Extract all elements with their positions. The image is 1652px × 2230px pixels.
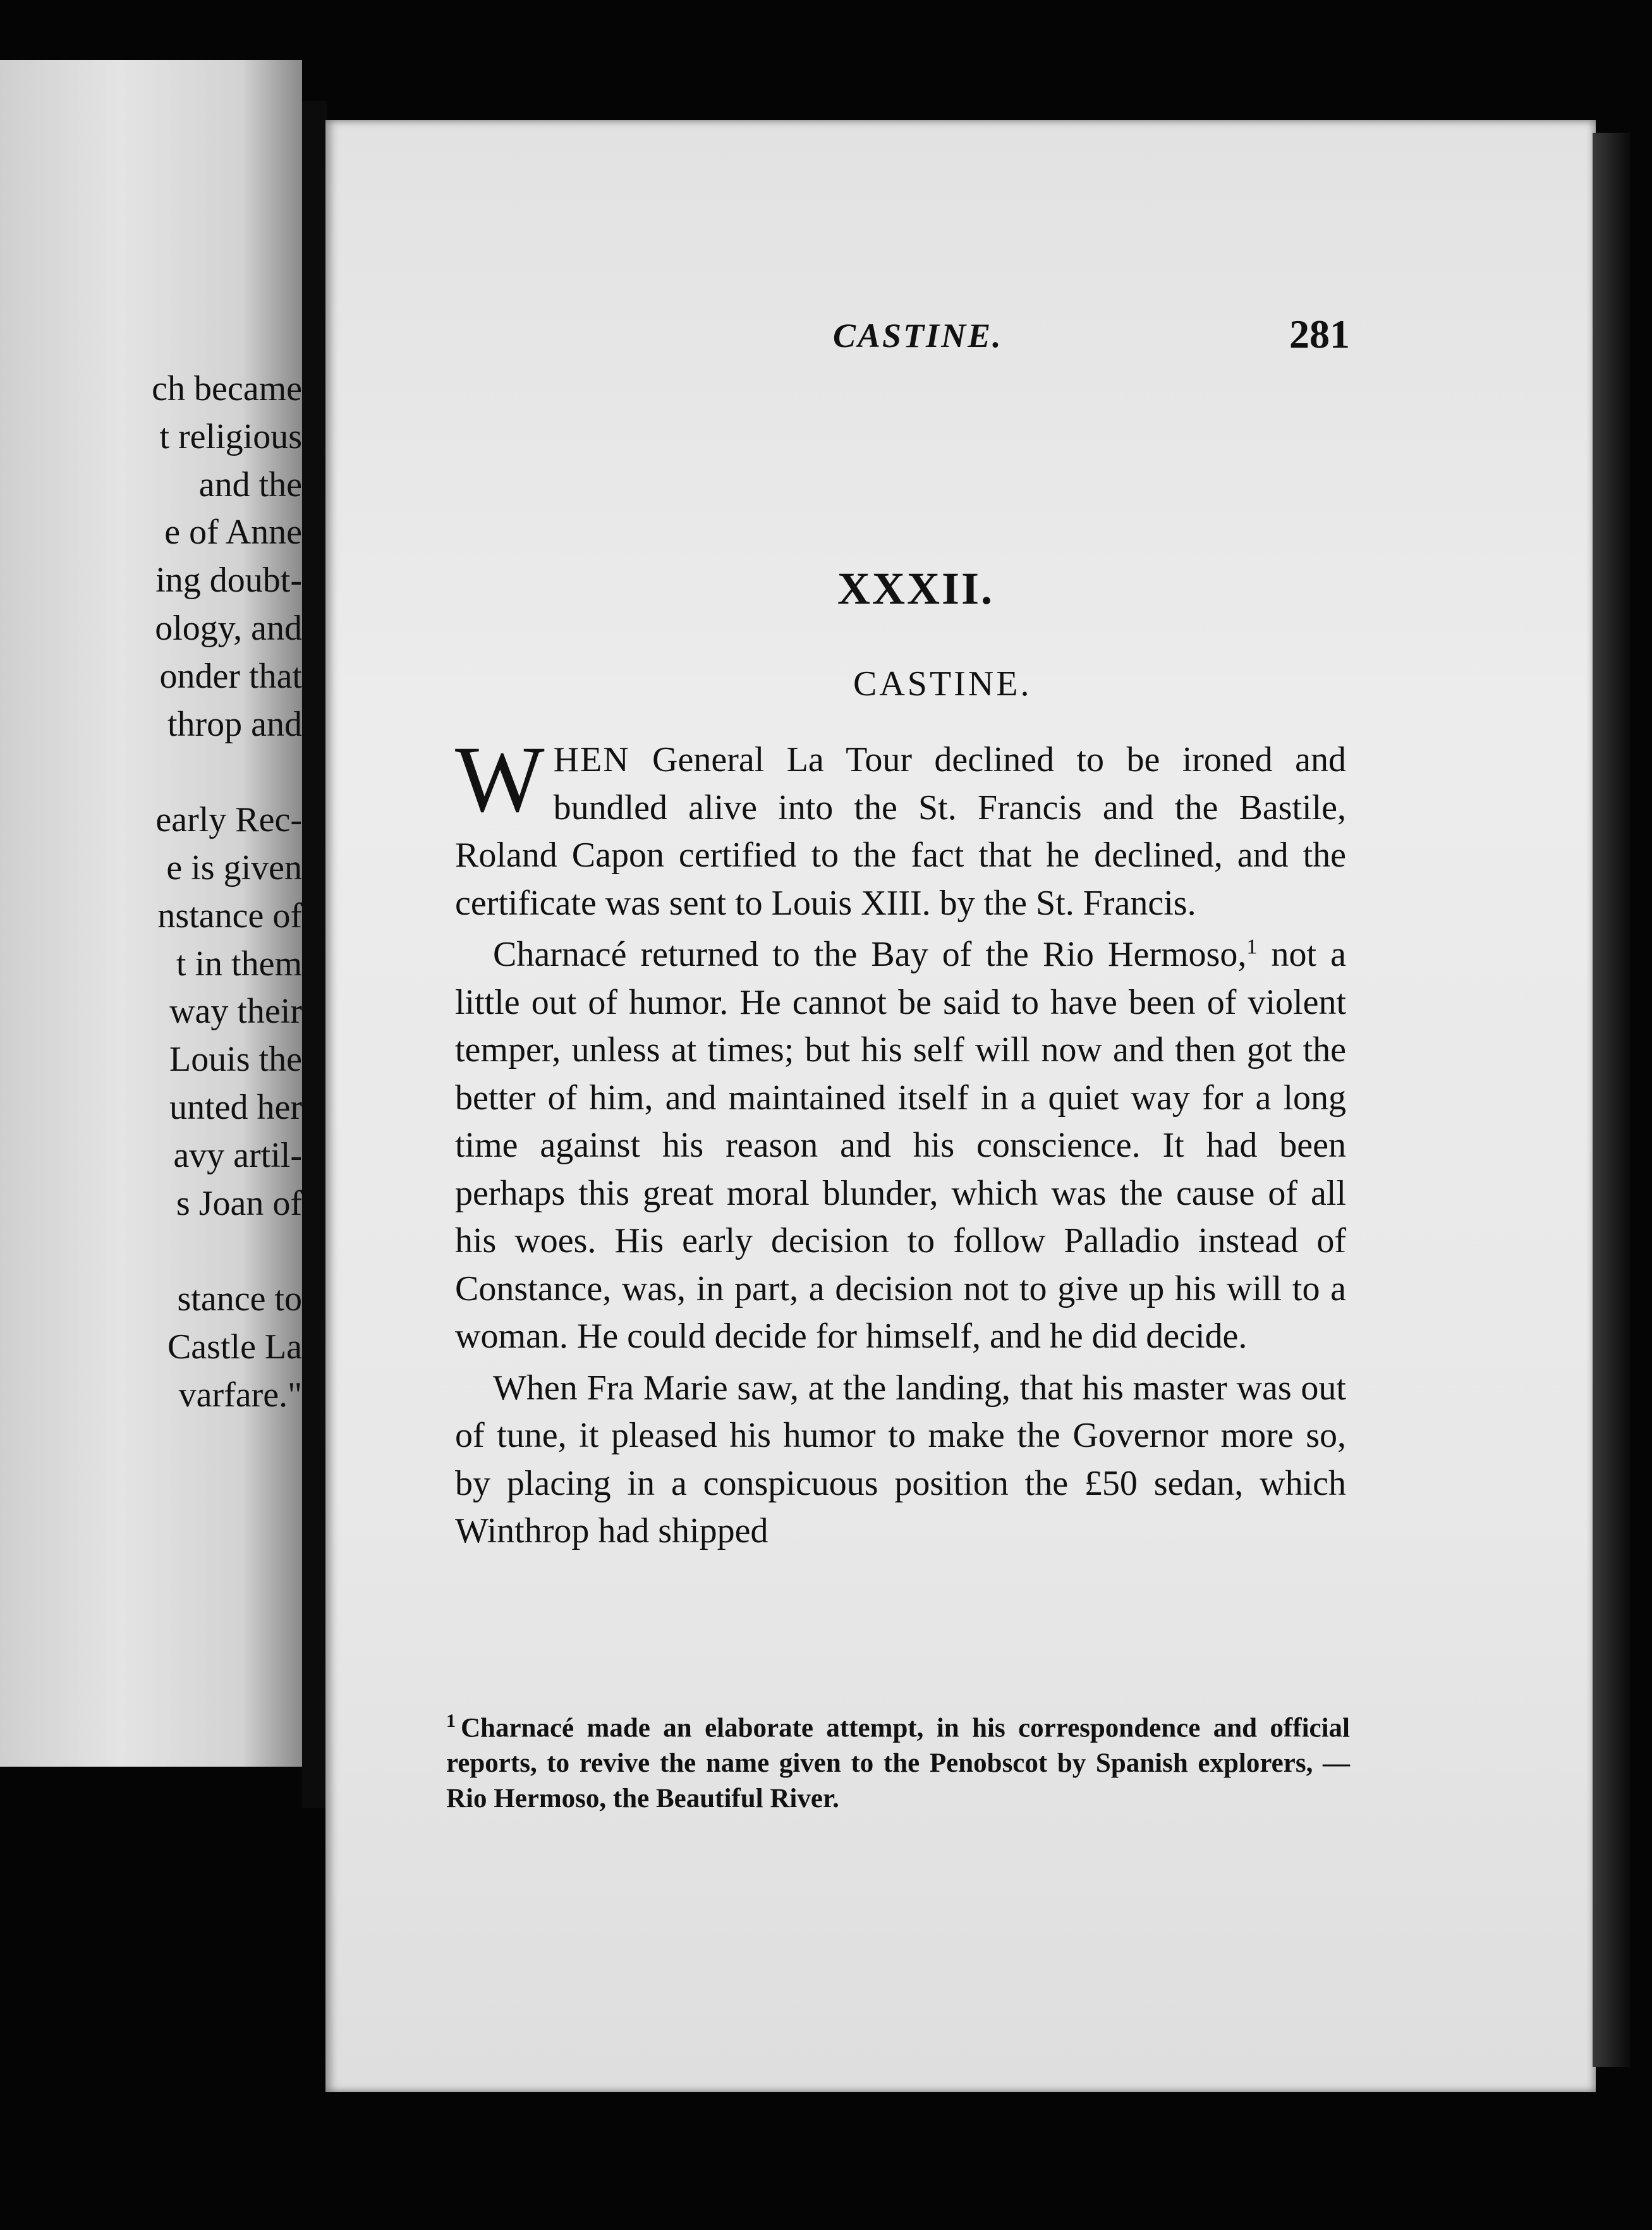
drop-cap: W <box>455 727 545 832</box>
previous-page-line <box>0 896 302 944</box>
previous-page-line <box>0 800 302 848</box>
previous-page-line-text: s Joan of <box>176 1183 302 1223</box>
previous-page-line-text: ch became <box>152 369 302 408</box>
chapter-title: CASTINE. <box>853 664 1032 704</box>
paragraph-3-text: When Fra Marie saw, at the landing, that his master was out of tune, it pleased his humor to make the Governor more so, by placing in a conspicuous position the £50 sedan, which Winthrop had shipped <box>455 1368 1346 1551</box>
previous-page-line <box>0 1375 302 1423</box>
previous-page-line-text: throp and <box>167 704 302 744</box>
previous-page-line <box>0 608 302 656</box>
previous-page-line-text: e of Anne <box>164 513 302 552</box>
previous-page-line <box>0 465 302 513</box>
paragraph-2 <box>455 931 1346 1361</box>
running-head-title: CASTINE. <box>833 317 1003 355</box>
previous-page-line <box>0 1183 302 1231</box>
previous-page-line <box>0 704 302 752</box>
previous-page-line <box>0 1231 302 1279</box>
previous-page-line-text: Castle La <box>167 1327 302 1367</box>
paragraph-2-text: Charnacé returned to the Bay of the Rio Hermoso, <box>493 935 1247 974</box>
footnote-number: 1 <box>446 1710 456 1731</box>
previous-page-line-text: early Rec- <box>155 800 302 840</box>
previous-page-line <box>0 848 302 896</box>
smallcaps-opening: HEN <box>553 740 630 779</box>
chapter-number: XXXII. <box>837 563 995 614</box>
previous-page-line <box>0 1327 302 1375</box>
previous-page-line-text: t religious <box>159 417 302 456</box>
previous-page-line-text: varfare." <box>178 1375 302 1415</box>
page-edge-shadow <box>1593 133 1631 2067</box>
paragraph-2-text-continued: not a little out of humor. He cannot be said to have been of violent temper, unless at times; but his self will now and then got the better of him, and maintained itself in a quiet way for a long time against his reason and his conscience. It had been perhaps this great moral blunder, which was the cause of all his woes. His early decision to follow Palladio instead of Constance, was, in part, a decision not to give up his will to a woman. He could decide for himself, and he did decide. <box>455 935 1347 1356</box>
previous-page-line <box>0 560 302 608</box>
page-number: 281 <box>1289 312 1350 356</box>
body-text <box>455 727 1347 1556</box>
previous-page-line <box>0 512 302 560</box>
previous-page-line <box>0 1039 302 1087</box>
previous-page-line-text: e is given <box>166 848 302 887</box>
previous-page-line <box>0 1135 302 1183</box>
previous-page-line-text: way their <box>169 992 302 1032</box>
paragraph-3 <box>455 1365 1346 1556</box>
previous-page-line-text: t in them <box>176 944 302 984</box>
paragraph-1-text: General La Tour declined to be ironed and bundled alive into the St. Francis and the Bastile, Roland Capon certified to the fact that he declined, and the certificate was sent to Louis XIII. by the St. Francis. <box>455 740 1346 923</box>
binding-gutter <box>302 101 327 1808</box>
previous-page-line-text: onder that <box>159 656 302 696</box>
previous-page-line <box>0 944 302 992</box>
previous-page-line-text: and the <box>198 465 302 504</box>
previous-page-line <box>0 656 302 704</box>
previous-page-line <box>0 1279 302 1327</box>
paragraph-1 <box>455 727 1346 927</box>
previous-page-line <box>0 752 302 800</box>
previous-page-line-text: unted her <box>169 1087 302 1127</box>
previous-page-line <box>0 991 302 1039</box>
previous-page <box>0 60 302 1767</box>
footnote-reference: 1 <box>1246 935 1258 959</box>
previous-page-line-text: stance to <box>177 1279 302 1319</box>
previous-page-line <box>0 1087 302 1135</box>
previous-page-line <box>0 417 302 465</box>
previous-page-line-text: ing doubt- <box>155 561 302 600</box>
previous-page-line <box>0 369 302 417</box>
previous-page-line-text: nstance of <box>157 896 302 935</box>
previous-page-lines <box>0 369 302 1423</box>
footnote <box>446 1703 1350 1817</box>
previous-page-line-text: ology, and <box>155 608 302 648</box>
previous-page-line-text: avy artil- <box>173 1135 302 1175</box>
footnote-text: Charnacé made an elaborate attempt, in his correspondence and official reports, to revive the name given to the Penobscot by Spanish explorers, — Rio Hermoso, the Beautiful River. <box>446 1713 1350 1814</box>
previous-page-line-text: Louis the <box>169 1040 302 1080</box>
